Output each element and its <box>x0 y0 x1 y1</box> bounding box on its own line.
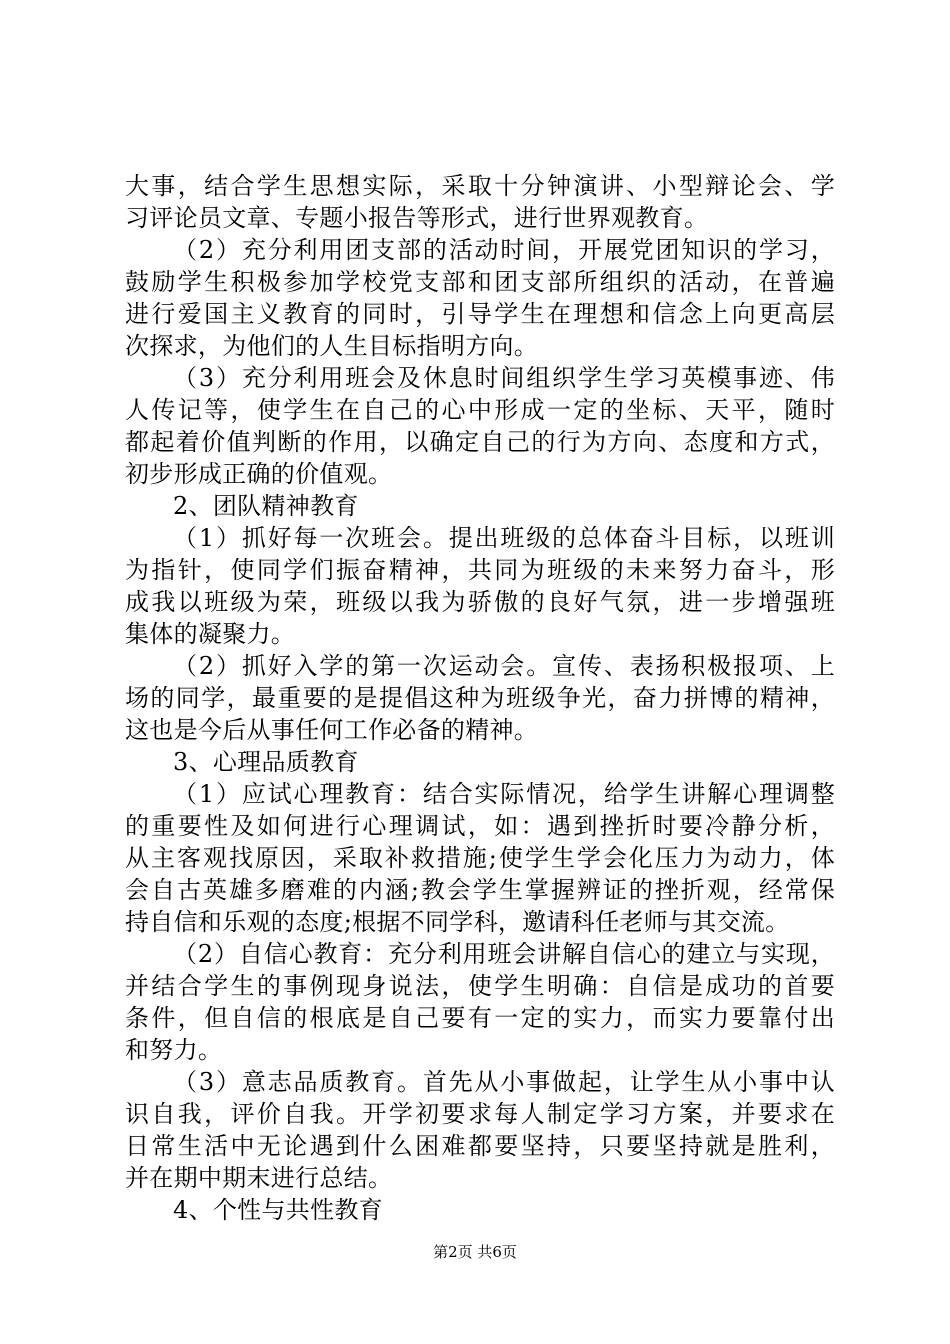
text-line: （3）充分利用班会及休息时间组织学生学习英模事迹、伟 <box>173 364 835 392</box>
text-line: 习评论员文章、专题小报告等形式，进行世界观教育。 <box>125 204 709 232</box>
text-line: 识自我，评价自我。开学初要求每人制定学习方案，并要求在 <box>125 1100 835 1128</box>
text-line: （2）自信心教育：充分利用班会讲解自信心的建立与实现， <box>173 940 835 968</box>
text-line: 会自古英雄多磨难的内涵;教会学生掌握辨证的挫折观，经常保 <box>125 876 835 904</box>
page-footer <box>0 1242 950 1262</box>
text-line: 集体的凝聚力。 <box>125 620 296 648</box>
text-line: （2）抓好入学的第一次运动会。宣传、表扬积极报项、上 <box>173 652 835 680</box>
text-line: 都起着价值判断的作用，以确定自己的行为方向、态度和方式， <box>125 428 835 456</box>
text-line: 大事，结合学生思想实际，采取十分钟演讲、小型辩论会、学 <box>125 172 835 200</box>
text-line: 为指针，使同学们振奋精神，共同为班级的未来努力奋斗，形 <box>125 556 835 584</box>
text-line: 场的同学，最重要的是提倡这种为班级争光，奋力拼博的精神， <box>125 684 835 712</box>
text-line: 4、个性与共性教育 <box>173 1196 383 1224</box>
text-line: 从主客观找原因，采取补救措施;使学生学会化压力为动力，体 <box>125 844 835 872</box>
text-line: 和努力。 <box>125 1036 223 1064</box>
text-line: 的重要性及如何进行心理调试，如：遇到挫折时要冷静分析， <box>125 812 835 840</box>
document-body <box>125 170 835 1226</box>
text-line: 进行爱国主义教育的同时，引导学生在理想和信念上向更高层 <box>125 300 835 328</box>
text-line: （3）意志品质教育。首先从小事做起，让学生从小事中认 <box>173 1068 835 1096</box>
text-line: （2）充分利用团支部的活动时间，开展党团知识的学习， <box>173 236 835 264</box>
text-line: 并结合学生的事例现身说法，使学生明确：自信是成功的首要 <box>125 972 835 1000</box>
text-line: 并在期中期末进行总结。 <box>125 1164 393 1192</box>
text-line: 鼓励学生积极参加学校党支部和团支部所组织的活动，在普遍 <box>125 268 835 296</box>
text-line: 条件，但自信的根底是自己要有一定的实力，而实力要靠付出 <box>125 1004 835 1032</box>
text-line: （1）应试心理教育：结合实际情况，给学生讲解心理调整 <box>173 780 835 808</box>
text-line: 次探求，为他们的人生目标指明方向。 <box>125 332 539 360</box>
text-line: 人传记等，使学生在自己的心中形成一定的坐标、天平，随时 <box>125 396 835 424</box>
text-line: 2、团队精神教育 <box>173 492 359 520</box>
text-line: 持自信和乐观的态度;根据不同学科，邀请科任老师与其交流。 <box>125 908 790 936</box>
text-line: 3、心理品质教育 <box>173 748 359 776</box>
text-line: 这也是今后从事任何工作必备的精神。 <box>125 716 539 744</box>
text-line: 日常生活中无论遇到什么困难都要坚持，只要坚持就是胜利， <box>125 1132 835 1160</box>
text-line: 成我以班级为荣，班级以我为骄傲的良好气氛，进一步增强班 <box>125 588 835 616</box>
page-number-label: 第2页 共6页 <box>433 1243 517 1261</box>
text-line: （1）抓好每一次班会。提出班级的总体奋斗目标，以班训 <box>173 524 835 552</box>
text-line: 初步形成正确的价值观。 <box>125 460 393 488</box>
